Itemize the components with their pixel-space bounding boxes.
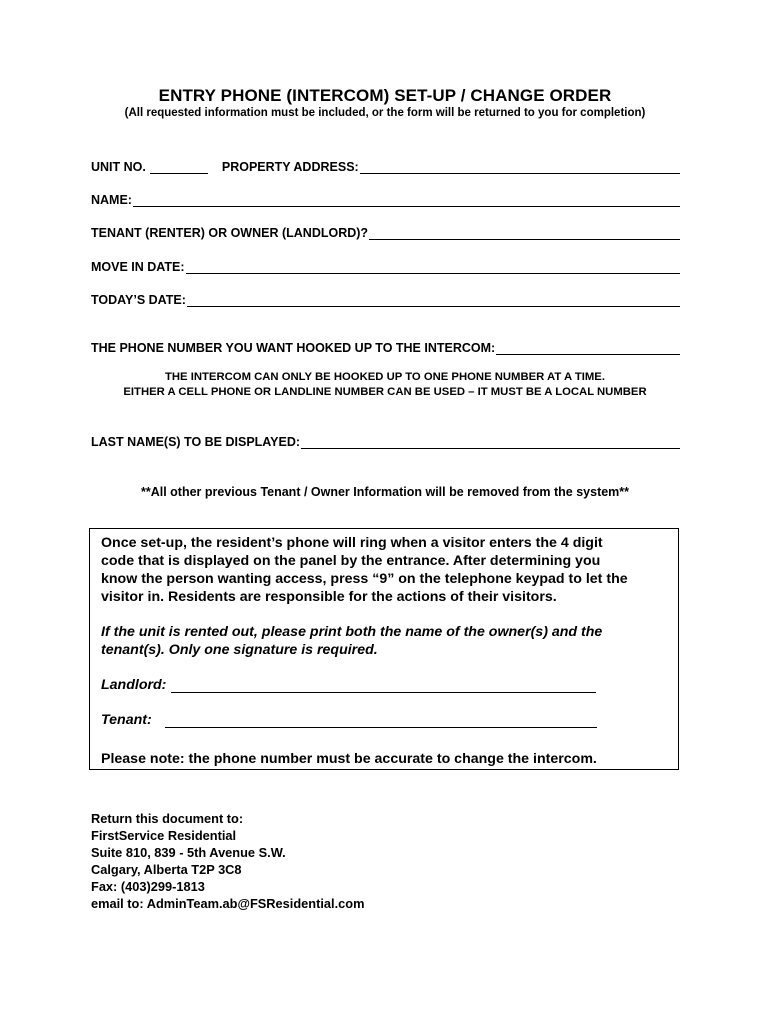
fax-number: Fax: (403)299-1813 <box>91 879 205 894</box>
form-subtitle: (All requested information must be included, or the form will be returned to you for completion) <box>124 107 646 119</box>
tenant-owner-field[interactable] <box>369 225 680 240</box>
name-field[interactable] <box>133 192 680 207</box>
setup-instructions <box>101 534 671 606</box>
last-names-label: LAST NAME(S) TO BE DISPLAYED: <box>91 435 301 449</box>
setup-line: code that is displayed on the panel by the entrance. After determining you <box>101 553 601 569</box>
city-address: Calgary, Alberta T2P 3C8 <box>91 862 242 877</box>
landlord-signature-row <box>101 677 596 693</box>
unit-address-row <box>91 154 680 174</box>
tenant-label: Tenant: <box>101 712 152 728</box>
instructions-box <box>89 528 679 770</box>
property-address-label: PROPERTY ADDRESS: <box>221 160 359 174</box>
accuracy-note: Please note: the phone number must be accurate to change the intercom. <box>101 751 597 767</box>
rented-line: tenant(s). Only one signature is required. <box>101 642 378 658</box>
phone-field[interactable] <box>496 340 680 355</box>
rented-line: If the unit is rented out, please print both the name of the owner(s) and the <box>101 624 603 640</box>
todays-date-label: TODAY’S DATE: <box>91 293 186 307</box>
unit-no-field[interactable] <box>150 159 208 174</box>
return-heading: Return this document to: <box>91 811 244 826</box>
email-address[interactable]: email to: AdminTeam.ab@FSResidential.com <box>91 896 365 911</box>
last-names-row <box>91 429 680 449</box>
landlord-label: Landlord: <box>101 677 167 693</box>
property-address-field[interactable] <box>360 159 680 174</box>
form-title: ENTRY PHONE (INTERCOM) SET-UP / CHANGE ORDER <box>158 86 612 105</box>
last-names-field[interactable] <box>301 434 680 449</box>
landlord-field[interactable] <box>171 678 596 693</box>
tenant-signature-row <box>101 712 597 728</box>
move-in-field[interactable] <box>186 259 680 274</box>
rented-unit-instructions <box>101 623 671 659</box>
unit-no-label: UNIT NO. <box>91 160 146 174</box>
street-address: Suite 810, 839 - 5th Avenue S.W. <box>91 845 286 860</box>
setup-line: Once set-up, the resident’s phone will ring when a visitor enters the 4 digit <box>101 535 603 551</box>
tenant-owner-label: TENANT (RENTER) OR OWNER (LANDLORD)? <box>91 226 369 240</box>
setup-line: visitor in. Residents are responsible for the actions of their visitors. <box>101 589 557 605</box>
name-row <box>91 187 680 207</box>
intercom-note-line1: THE INTERCOM CAN ONLY BE HOOKED UP TO ONE PHONE NUMBER AT A TIME. <box>165 371 605 383</box>
todays-date-field[interactable] <box>187 292 680 307</box>
setup-line: know the person wanting access, press “9” on the telephone keypad to let the <box>101 571 628 587</box>
return-address <box>91 810 364 912</box>
company-name: FirstService Residential <box>91 828 237 843</box>
tenant-field[interactable] <box>165 713 597 728</box>
phone-row <box>91 335 680 355</box>
name-label: NAME: <box>91 193 132 207</box>
intercom-note-line2: EITHER A CELL PHONE OR LANDLINE NUMBER CAN BE USED – IT MUST BE A LOCAL NUMBER <box>123 386 647 398</box>
todays-date-row <box>91 287 680 307</box>
move-in-row <box>91 254 680 274</box>
phone-label: THE PHONE NUMBER YOU WANT HOOKED UP TO THE INTERCOM: <box>91 341 496 355</box>
move-in-label: MOVE IN DATE: <box>91 260 185 274</box>
removed-info-note: **All other previous Tenant / Owner Information will be removed from the system** <box>140 485 630 499</box>
tenant-owner-row <box>91 220 680 240</box>
